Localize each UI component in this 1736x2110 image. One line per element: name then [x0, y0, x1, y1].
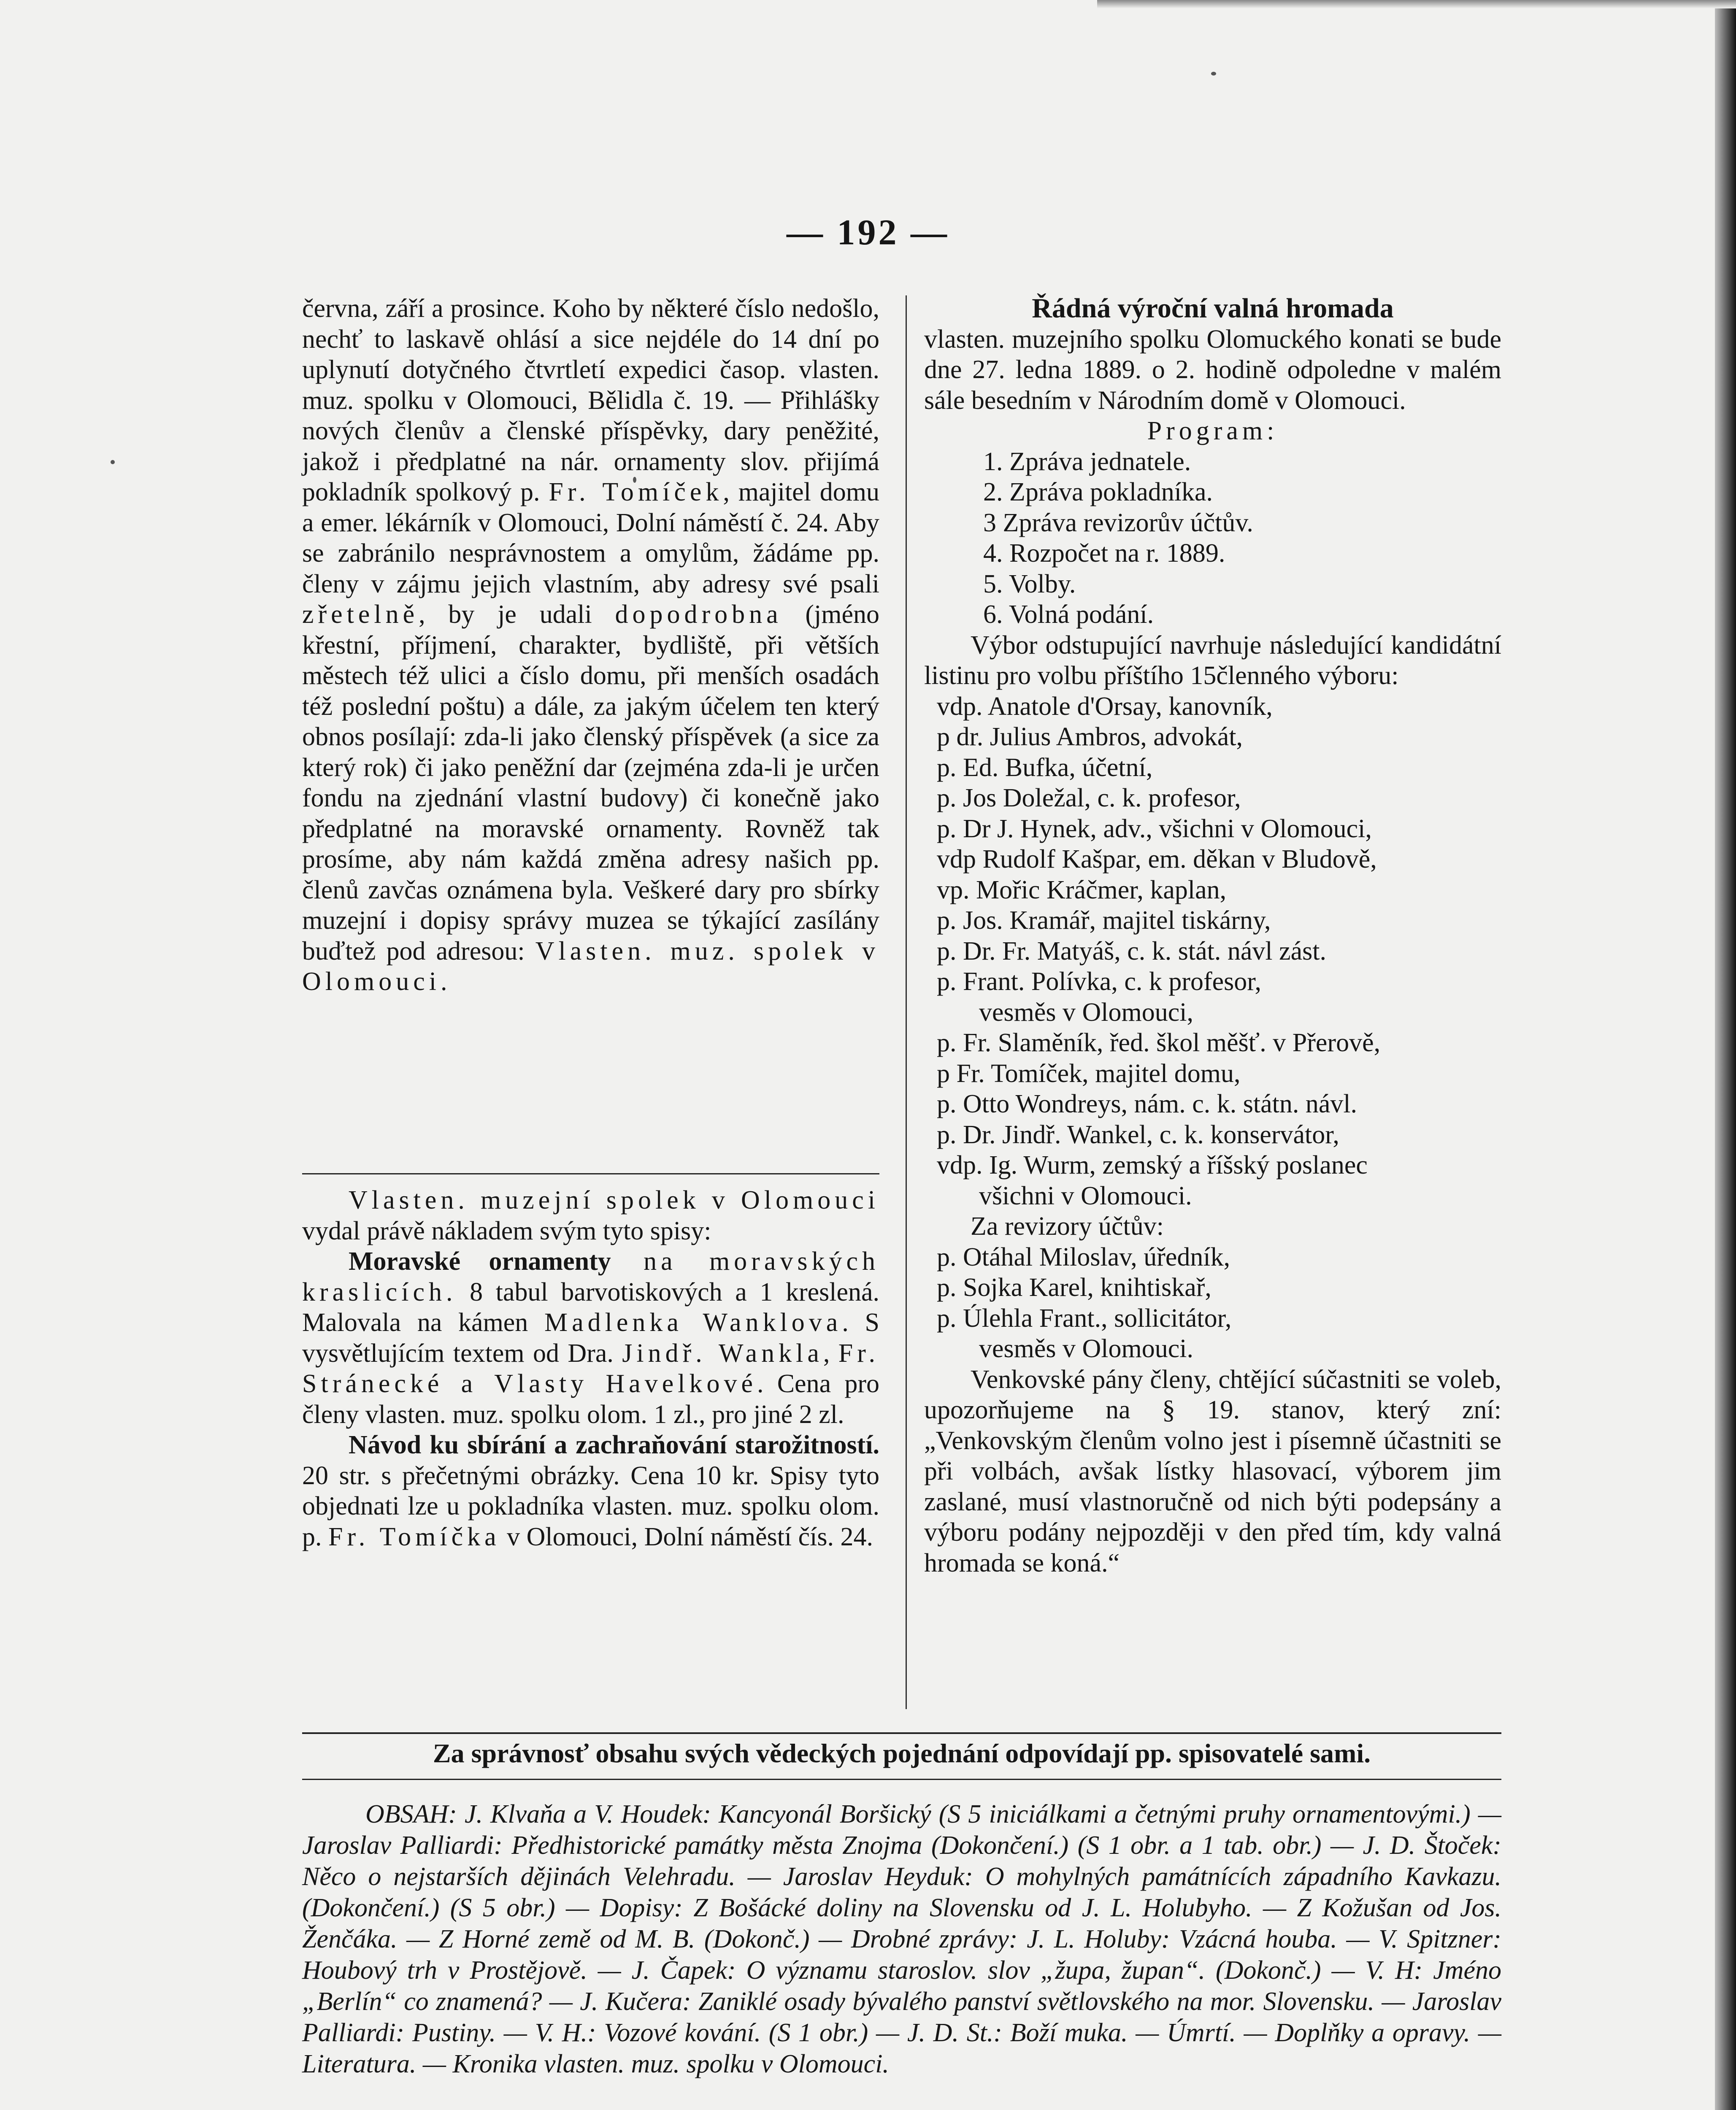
- membership-notice-text-1: června, září a prosince. Koho by některé číslo nedošlo, nechť to laskavě ohlásí a sice nejdéle do 14 dní po uplynutí dotyčného čtvrtletí expedici časop. vlasten. muz. spolku v Olomouci, Bělidla č. 19. — Přihlášky nových členův a členské příspěvky, dary peněžité, jakož i předplatné na nár. ornamenty slov. přijímá pokladník spolkový p.: [302, 294, 879, 506]
- program-heading: Program:: [1147, 417, 1279, 445]
- book-ornaments-author-2: Fr. Stránecké a Vlasty Havelkové: [302, 1339, 880, 1398]
- emphasis-dopodrobna: dopodrobna: [615, 600, 782, 629]
- membership-notice: [302, 293, 879, 997]
- book-ornaments-painter: Madlenka Wanklova: [544, 1308, 842, 1337]
- candidate: p. Dr J. Hynek, adv., všichni v Olomouci,: [937, 814, 1372, 843]
- scan-speck: [1211, 72, 1216, 76]
- candidate: p. Jos. Kramář, majitel tiskárny,: [937, 906, 1271, 935]
- auditors-heading: Za revizory účtův:: [971, 1212, 1164, 1241]
- book-ornaments-desc: 8 tabul barvotiskových a 1 kreslená. Malovala na kámen: [302, 1277, 879, 1337]
- candidate: p. Frant. Polívka, c. k profesor,: [937, 967, 1261, 996]
- rural-members-notice: Venkovské pány členy, chtějící súčastniti se voleb, upozorňujeme na § 19. stanov, který zní: „Venkovským členům volno jest i písemně účastniti se při volbách, avšak lístky hlasovací, výborem jim zaslané, musí vlastnoručně od nich býti podepsány a výboru podány nejpozději v den před tím, kdy valná hromada se koná.“: [924, 1365, 1501, 1577]
- scan-edge-top: [1097, 0, 1736, 8]
- general-meeting-intro: vlasten. muzejního spolku Olomuckého konati se bude dne 27. ledna 1889. o 2. hodině odpoledne v malém sále besedním v Národním domě v Olomouci.: [924, 325, 1501, 415]
- candidate-group-location: všichni v Olomouci.: [979, 1181, 1192, 1210]
- program-list: [924, 446, 1501, 630]
- treasurer-name: Fr. Tomíček: [549, 478, 723, 506]
- auditor: p. Otáhal Miloslav, úředník,: [937, 1242, 1230, 1271]
- auditor: p. Sojka Karel, knihtiskař,: [937, 1273, 1211, 1302]
- candidate: vdp. Anatole d'Orsay, kanovník,: [937, 692, 1273, 721]
- candidate-list-1: [924, 691, 1501, 1028]
- candidate: p Fr. Tomíček, majitel domu,: [937, 1059, 1241, 1088]
- book-guide-rest: v Olomouci, Dolní náměstí čís. 24.: [500, 1522, 873, 1551]
- auditor: p. Úlehla Frant., sollicitátor,: [937, 1304, 1232, 1333]
- candidate: p. Dr. Jindř. Wankel, c. k. konservátor,: [937, 1120, 1339, 1149]
- program-item: 1. Zpráva jednatele.: [983, 447, 1191, 476]
- candidate-list-2: [924, 1028, 1501, 1211]
- book-ornaments-sep: ,: [823, 1339, 838, 1368]
- publications-intro-publisher: Vlasten. muzejní spolek v Olomouci: [349, 1186, 879, 1215]
- left-column: [302, 293, 879, 997]
- membership-notice-text-3: , by je udali: [419, 600, 615, 629]
- general-meeting-heading: Řádná výroční valná hromada: [1032, 293, 1394, 324]
- column-divider: [906, 295, 907, 1709]
- scan-edge-right: [1715, 0, 1736, 2110]
- emphasis-zretelne: zřetelně: [302, 600, 419, 629]
- book-guide-treasurer: Fr. Tomíčka: [328, 1522, 500, 1551]
- scan-speck: [111, 460, 115, 464]
- book-ornaments-title: Moravské ornamenty: [349, 1247, 611, 1276]
- candidate: p dr. Julius Ambros, advokát,: [937, 722, 1243, 751]
- full-width-rule: [302, 1779, 1501, 1780]
- candidate: vdp. Ig. Wurm, zemský a říšský poslanec: [937, 1151, 1368, 1179]
- candidate: p. Jos Doležal, c. k. profesor,: [937, 784, 1241, 812]
- membership-notice-text-2: , majitel domu a emer. lékárník v Olomouci, Dolní náměstí č. 24. Aby se zabránilo nesprávnostem a omylům, žádáme pp. členy v zájmu jejich vlastním, aby adresy své psali: [302, 478, 879, 598]
- publications-intro: [302, 1185, 879, 1246]
- membership-notice-text-4: (jméno křestní, příjmení, charakter, bydliště, při větších městech též ulici a číslo domu, při menších osadách též poslední poštu) a dále, za jakým účelem ten který obnos posílají: zda-li jako členský příspěvek (a sice za který rok) či jako peněžní dar (zejména zda-li je určen fondu na zjednání vlastní budovy) či konečně jako předplatné na moravské ornamenty. Rovněž tak prosíme, aby nám každá změna adresy našich pp. členů zavčas oznámena byla. Veškeré dary pro sbírky muzejní i dopisy správy muzea se týkající zasílány buďtež pod adresou:: [302, 600, 879, 966]
- candidate: vp. Mořic Kráčmer, kaplan,: [937, 875, 1227, 904]
- responsibility-notice: Za správnosť obsahu svých vědeckých pojednání odpovídají pp. spisovatelé sami.: [433, 1738, 1371, 1768]
- program-item: 4. Rozpočet na r. 1889.: [983, 539, 1225, 568]
- auditor-list: [924, 1242, 1501, 1364]
- publications-notice: [302, 1185, 879, 1552]
- program-item: 3 Zpráva revizorův účtův.: [983, 508, 1253, 537]
- auditor-group-location: vesměs v Olomouci.: [979, 1334, 1193, 1363]
- right-column: [924, 293, 1501, 1578]
- candidate: vdp Rudolf Kašpar, em. děkan v Bludově,: [937, 845, 1377, 874]
- book-guide-desc: 20 str. s přečetnými obrázky. Cena 10 kr. Spisy tyto objednati lze u pokladníka vlasten. muz. spolku olom. p.: [302, 1461, 879, 1551]
- committee-intro: Výbor odstupující navrhuje následující kandidátní listinu pro volbu příštího 15členného výboru:: [924, 630, 1501, 690]
- book-guide: [302, 1430, 879, 1552]
- candidate: p. Fr. Slaměník, řed. škol měšť. v Přerově,: [937, 1028, 1381, 1057]
- candidate: p. Ed. Bufka, účetní,: [937, 753, 1153, 782]
- publications-intro-text: vydal právě nákladem svým tyto spisy:: [302, 1216, 711, 1245]
- candidate: p. Dr. Fr. Matyáš, c. k. stát. návl zást.: [937, 936, 1326, 966]
- book-ornaments-desc-2: . S vysvětlujícím textem od Dra.: [302, 1308, 880, 1368]
- program-item: 2. Zpráva pokladníka.: [983, 478, 1213, 506]
- book-guide-title: Návod ku sbírání a zachraňování starožitností.: [349, 1431, 879, 1459]
- full-width-rule: [302, 1732, 1501, 1734]
- page-number: — 192 —: [787, 212, 949, 252]
- book-ornaments-price: . Cena pro členy vlasten. muz. spolku olom. 1 zl., pro jiné 2 zl.: [302, 1369, 879, 1429]
- book-ornaments-subtitle: na moravských kraslicích.: [302, 1247, 879, 1307]
- program-item: 5. Volby.: [983, 569, 1076, 598]
- book-ornaments: [302, 1246, 879, 1430]
- table-of-contents: OBSAH: J. Klvaňa a V. Houdek: Kancyonál Boršický (S 5 iniciálkami a četnými pruhy ornamentovými.) — Jaroslav Palliardi: Předhistorické památky města Znojma (Dokončení.) (S 1 obr. a 1 tab. obr.) — J. D. Štoček: Něco o nejstarších dějinách Velehradu. — Jaroslav Heyduk: O mohylných památnících západního Kavkazu. (Dokončení.) (S 5 obr.) — Dopisy: Z Bošácké doliny na Slovensku od J. L. Holubyho. — Z Kožušan od Jos. Ženčáka. — Z Horné země od M. B. (Dokonč.) — Drobné zprávy: J. L. Holuby: Vzácná houba. — V. Spitzner: Houbový trh v Prostějově. — J. Čapek: O významu staroslov. slov „župa, župan“. (Dokonč.) — V. H: Jméno „Berlín“ co znamená? — J. Kučera: Zaniklé osady bývalého panství světlovského na mor. Slovensku. — Jaroslav Palliardi: Pustiny. — V. H.: Vozové kování. (S 1 obr.) — J. D. St.: Boží muka. — Úmrtí. — Doplňky a opravy. — Literatura. — Kronika vlasten. muz. spolku v Olomouci.: [302, 1800, 1501, 2078]
- left-column-rule: [302, 1173, 879, 1174]
- program-item: 6. Volná podání.: [983, 600, 1154, 629]
- candidate: p. Otto Wondreys, nám. c. k. státn. návl.: [937, 1090, 1357, 1118]
- book-ornaments-author-1: Jindř. Wankla: [622, 1339, 823, 1368]
- candidate-group-location: vesměs v Olomouci,: [979, 998, 1193, 1027]
- society-address: Vlasten. muz. spolek v Olomouci.: [302, 936, 879, 996]
